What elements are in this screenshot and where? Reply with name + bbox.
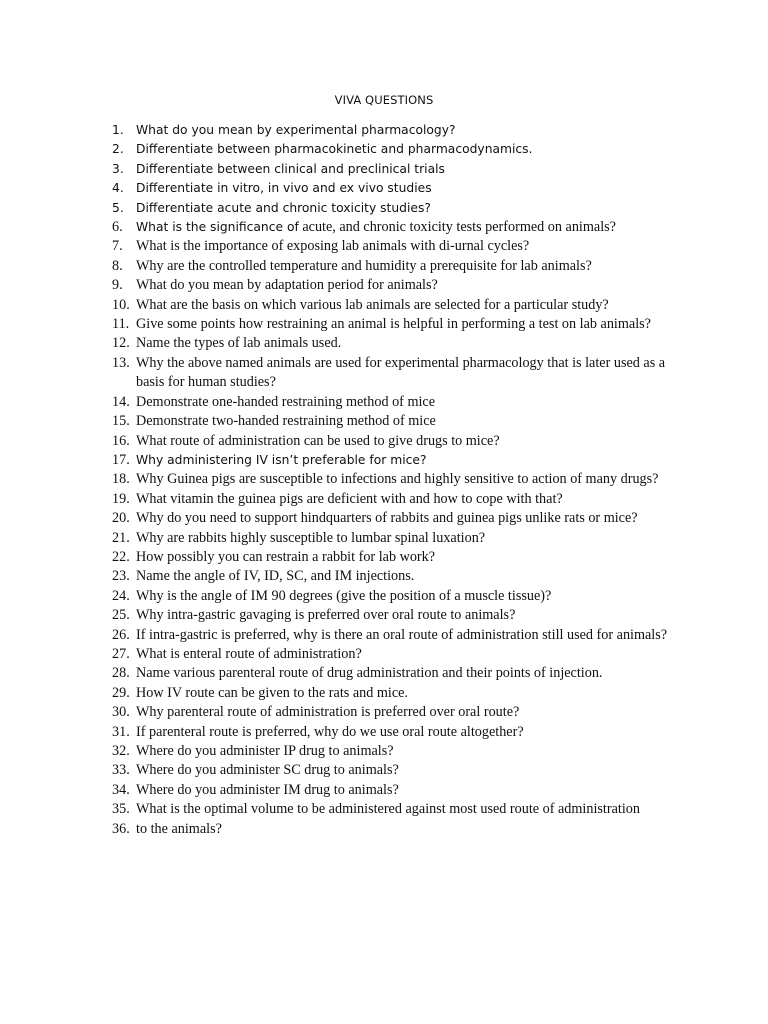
question-text: Demonstrate one-handed restraining method of mice — [136, 393, 436, 410]
question-text: Where do you administer SC drug to animals? — [136, 762, 399, 779]
question-item — [112, 470, 682, 489]
question-item — [112, 179, 682, 198]
question-text: Where do you administer IP drug to animals? — [136, 743, 394, 759]
question-number: 36. — [112, 820, 130, 837]
question-item — [112, 761, 682, 780]
question-item — [112, 199, 682, 218]
question-text: Where do you administer IM drug to animals? — [136, 781, 399, 798]
question-text: If parenteral route is preferred, why do we use oral route altogether? — [136, 723, 524, 740]
question-text: Name various parenteral route of drug administration and their points of injection. — [136, 665, 603, 682]
question-text: Why parenteral route of administration is preferred over oral route? — [136, 704, 520, 721]
question-item — [112, 781, 682, 800]
question-item — [112, 237, 682, 256]
question-number: 7. — [112, 238, 123, 255]
question-item — [112, 257, 682, 276]
question-item — [112, 587, 682, 606]
question-item — [112, 548, 682, 567]
question-text: Demonstrate two-handed restraining method of mice — [136, 413, 436, 430]
question-text: Why are the controlled temperature and humidity a prerequisite for lab animals? — [136, 257, 592, 274]
question-text: to the animals? — [136, 820, 222, 837]
question-text: How IV route can be given to the rats and mice. — [136, 684, 408, 701]
question-number: 14. — [112, 393, 130, 410]
question-item — [112, 315, 682, 334]
question-text: Name the types of lab animals used. — [136, 335, 342, 352]
question-number: 21. — [112, 529, 130, 546]
question-number: 15. — [112, 413, 130, 430]
question-number: 8. — [112, 257, 123, 274]
question-text-rest: acute, and chronic toxicity tests performed on animals? — [298, 219, 616, 236]
question-item — [112, 703, 682, 722]
question-item — [112, 451, 682, 470]
question-text: Why intra-gastric gavaging is preferred over oral route to animals? — [136, 607, 516, 624]
question-item — [112, 723, 682, 742]
question-text — [136, 218, 682, 237]
question-text: Give some points how restraining an animal is helpful in performing a test on lab animals? — [136, 316, 651, 333]
question-number: 33. — [112, 762, 130, 779]
question-number: 27. — [112, 645, 130, 662]
question-number: 5. — [112, 200, 124, 215]
question-text: What are the basis on which various lab animals are selected for a particular study? — [136, 296, 609, 313]
question-item — [112, 412, 682, 431]
question-text: Why administering IV isn’t preferable for mice? — [136, 452, 427, 467]
question-item — [112, 820, 682, 839]
question-number: 6. — [112, 219, 123, 236]
question-number: 24. — [112, 587, 130, 604]
question-number: 2. — [112, 142, 124, 157]
question-text: Differentiate between pharmacokinetic and pharmacodynamics. — [136, 142, 533, 157]
question-number: 18. — [112, 471, 130, 488]
question-text: Differentiate in vitro, in vivo and ex vivo studies — [136, 181, 432, 196]
question-number: 29. — [112, 684, 130, 701]
question-item — [112, 800, 682, 819]
question-text: Why is the angle of IM 90 degrees (give the position of a muscle tissue)? — [136, 587, 552, 604]
question-number: 31. — [112, 723, 130, 740]
question-item — [112, 334, 682, 353]
question-text: Why are rabbits highly susceptible to lumbar spinal luxation? — [136, 529, 486, 546]
question-number: 3. — [112, 161, 124, 176]
question-number: 35. — [112, 801, 130, 818]
question-item — [112, 490, 682, 509]
document-title: VIVA QUESTIONS — [334, 93, 434, 107]
question-text-lead: What is the significance of — [136, 220, 299, 235]
question-text: Differentiate acute and chronic toxicity studies? — [136, 200, 431, 215]
question-number: 30. — [112, 704, 130, 721]
question-text: What is the importance of exposing lab animals with di-urnal cycles? — [136, 238, 530, 255]
question-item — [112, 742, 682, 761]
question-number: 11. — [112, 316, 130, 333]
question-text: Name the angle of IV, ID, SC, and IM injections. — [136, 568, 415, 585]
question-item — [112, 354, 682, 393]
question-number: 23. — [112, 568, 130, 585]
question-number: 28. — [112, 665, 130, 682]
question-item — [112, 664, 682, 683]
question-item — [112, 529, 682, 548]
question-list — [112, 121, 682, 839]
question-item — [112, 140, 682, 159]
question-item — [112, 567, 682, 586]
question-item — [112, 509, 682, 528]
question-number: 34. — [112, 781, 130, 798]
question-number: 20. — [112, 510, 130, 527]
question-item — [112, 606, 682, 625]
question-text: Why do you need to support hindquarters of rabbits and guinea pigs unlike rats or mice? — [136, 510, 638, 527]
question-item — [112, 296, 682, 315]
question-number: 12. — [112, 335, 130, 352]
question-item — [112, 160, 682, 179]
question-item — [112, 626, 682, 645]
question-text: If intra-gastric is preferred, why is there an oral route of administration still used for animals? — [136, 626, 668, 643]
question-text: What is enteral route of administration? — [136, 645, 362, 662]
question-number: 17. — [112, 451, 130, 468]
question-item — [112, 645, 682, 664]
question-number: 9. — [112, 277, 123, 294]
question-number: 10. — [112, 296, 130, 313]
question-number: 32. — [112, 743, 130, 759]
question-number: 16. — [112, 432, 130, 449]
question-text: What vitamin the guinea pigs are deficient with and how to cope with that? — [136, 490, 563, 507]
question-text: What do you mean by experimental pharmacology? — [136, 123, 456, 137]
question-text: How possibly you can restrain a rabbit for lab work? — [136, 548, 436, 565]
question-item — [112, 432, 682, 451]
question-number: 26. — [112, 626, 130, 643]
question-number: 19. — [112, 490, 130, 507]
question-number: 1. — [112, 123, 124, 137]
question-item — [112, 276, 682, 295]
question-number: 25. — [112, 607, 130, 624]
question-item — [112, 218, 682, 237]
question-text: Why Guinea pigs are susceptible to infections and highly sensitive to action of many drugs? — [136, 471, 659, 488]
question-text: Why the above named animals are used for experimental pharmacology that is later used as a basis for human studies? — [136, 354, 666, 391]
question-text: Differentiate between clinical and preclinical trials — [136, 161, 445, 176]
question-text: What do you mean by adaptation period for animals? — [136, 277, 438, 294]
question-text: What is the optimal volume to be administered against most used route of administration — [136, 801, 640, 818]
question-number: 4. — [112, 181, 124, 196]
question-item — [112, 121, 682, 140]
question-text: What route of administration can be used to give drugs to mice? — [136, 432, 500, 449]
question-number: 13. — [112, 354, 130, 371]
question-item — [112, 393, 682, 412]
question-number: 22. — [112, 548, 130, 565]
question-item — [112, 684, 682, 703]
